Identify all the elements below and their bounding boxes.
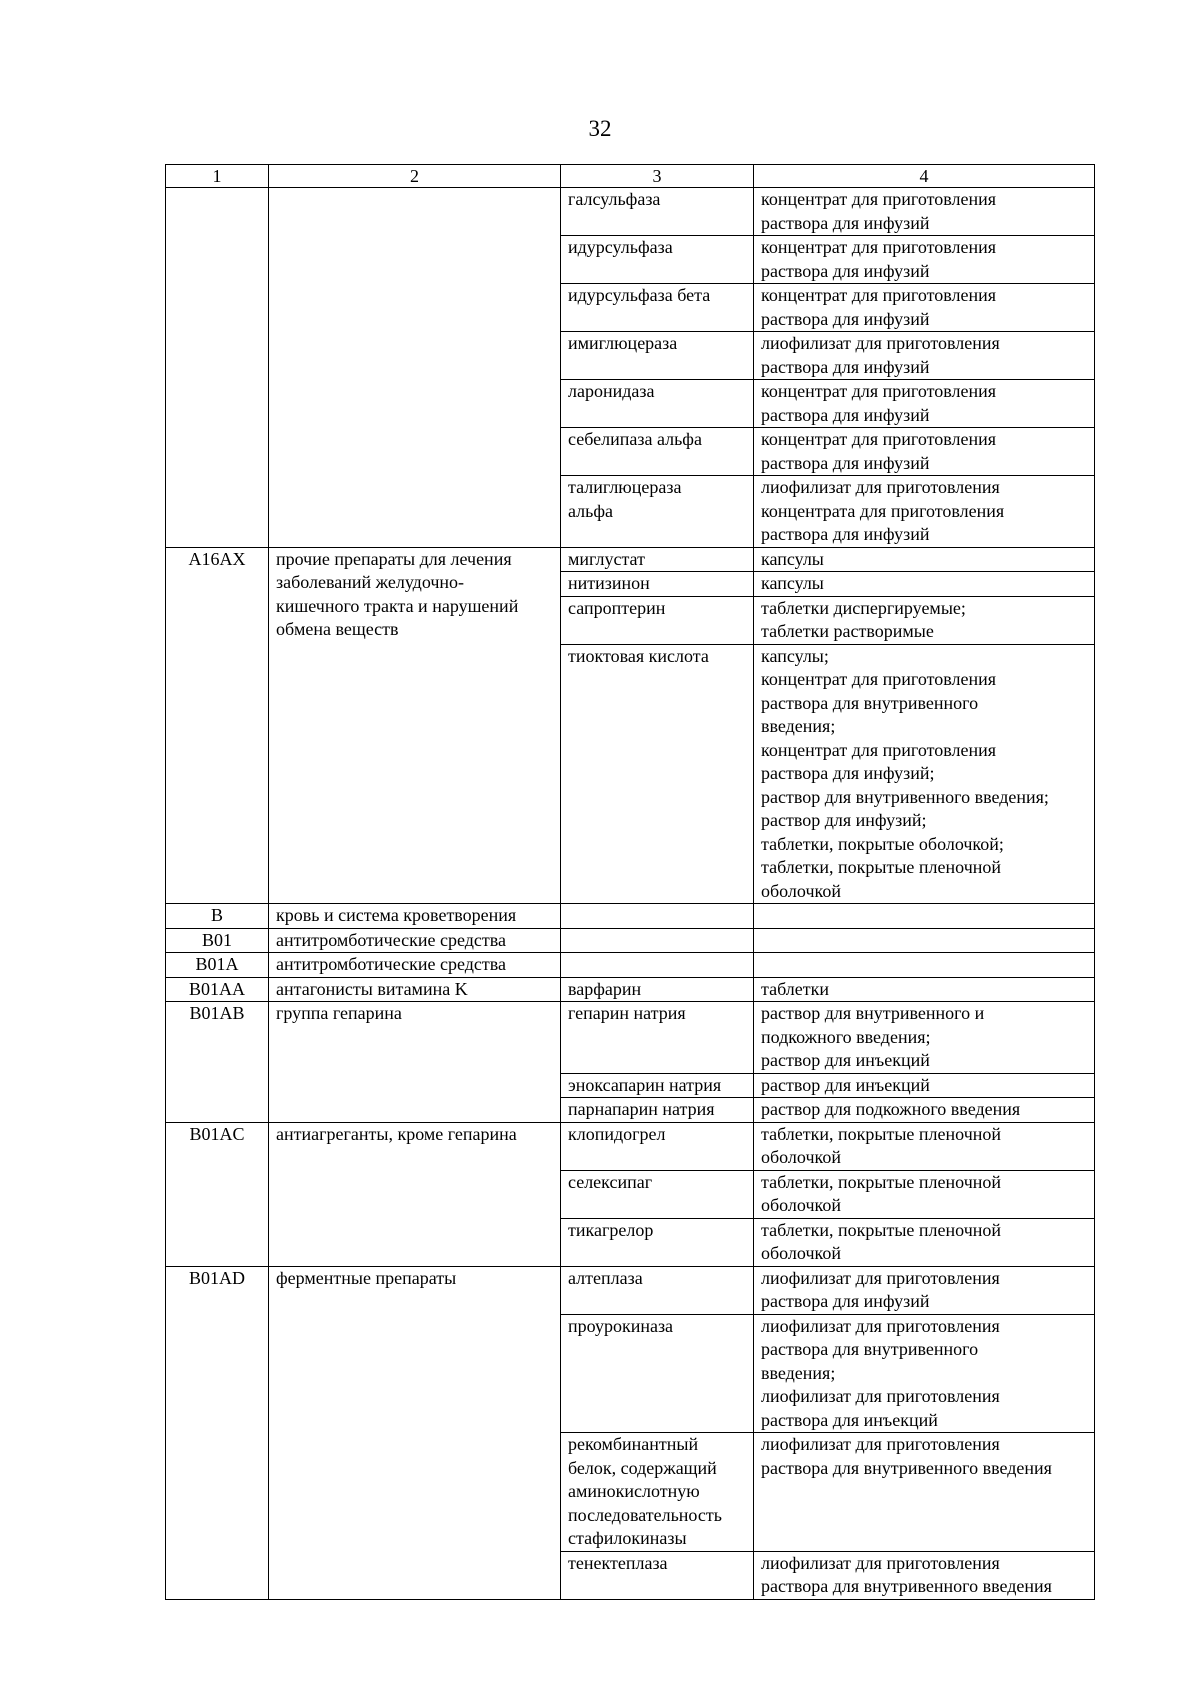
drug-name: варфарин xyxy=(561,977,754,1002)
dosage-form: капсулы; концентрат для приготовления раствора для внутривенного введения; концентрат для приготовления раствора для инфузий; раствор для внутривенного введения; раствор для инфузий; таблетки, покрытые оболочкой; таблетки, покрытые пленочной оболочкой xyxy=(754,644,1095,904)
group-name-cell xyxy=(269,188,561,548)
dosage-form: раствор для внутривенного и подкожного введения; раствор для инъекций xyxy=(754,1002,1095,1074)
drug-name: идурсульфаза бета xyxy=(561,284,754,332)
table-row xyxy=(166,953,1095,978)
group-name-cell: антагонисты витамина K xyxy=(269,977,561,1002)
dosage-form: концентрат для приготовления раствора для инфузий xyxy=(754,284,1095,332)
drug-name: рекомбинантный белок, содержащий аминокислотную последовательность стафилокиназы xyxy=(561,1433,754,1552)
atc-code-cell: B xyxy=(166,904,269,929)
drug-name: талиглюцераза альфа xyxy=(561,476,754,548)
drug-name: имиглюцераза xyxy=(561,332,754,380)
drug-name: алтеплаза xyxy=(561,1266,754,1314)
drug-name: тикагрелор xyxy=(561,1218,754,1266)
atc-code-cell xyxy=(166,188,269,548)
drug-name: идурсульфаза xyxy=(561,236,754,284)
group-name-cell: антиагреганты, кроме гепарина xyxy=(269,1122,561,1266)
dosage-form: раствор для подкожного введения xyxy=(754,1098,1095,1123)
drug-name xyxy=(561,928,754,953)
drug-name: себелипаза альфа xyxy=(561,428,754,476)
column-header: 2 xyxy=(269,165,561,188)
group-name-cell: антитромботические средства xyxy=(269,928,561,953)
drug-name: парнапарин натрия xyxy=(561,1098,754,1123)
drug-name: миглустат xyxy=(561,547,754,572)
table-header-row xyxy=(166,165,1095,188)
drug-name xyxy=(561,904,754,929)
dosage-form xyxy=(754,953,1095,978)
atc-code-cell: B01A xyxy=(166,953,269,978)
drug-name: эноксапарин натрия xyxy=(561,1073,754,1098)
atc-code-cell: A16AX xyxy=(166,547,269,904)
dosage-form: лиофилизат для приготовления раствора для внутривенного введения xyxy=(754,1551,1095,1599)
group-name-cell: группа гепарина xyxy=(269,1002,561,1123)
dosage-form: лиофилизат для приготовления концентрата для приготовления раствора для инфузий xyxy=(754,476,1095,548)
group-name-cell: антитромботические средства xyxy=(269,953,561,978)
atc-code-cell: B01AA xyxy=(166,977,269,1002)
dosage-form: таблетки, покрытые пленочной оболочкой xyxy=(754,1122,1095,1170)
drug-name: гепарин натрия xyxy=(561,1002,754,1074)
dosage-form: таблетки, покрытые пленочной оболочкой xyxy=(754,1170,1095,1218)
drug-name: галсульфаза xyxy=(561,188,754,236)
table-row xyxy=(166,1002,1095,1074)
atc-code-cell: B01AD xyxy=(166,1266,269,1599)
table-row xyxy=(166,188,1095,236)
atc-code-cell: B01AB xyxy=(166,1002,269,1123)
dosage-form xyxy=(754,928,1095,953)
dosage-form: концентрат для приготовления раствора для инфузий xyxy=(754,188,1095,236)
table-row xyxy=(166,1266,1095,1314)
dosage-form: раствор для инъекций xyxy=(754,1073,1095,1098)
dosage-form: таблетки диспергируемые; таблетки растворимые xyxy=(754,596,1095,644)
dosage-form: лиофилизат для приготовления раствора для инфузий xyxy=(754,332,1095,380)
atc-code-cell: B01 xyxy=(166,928,269,953)
dosage-form: концентрат для приготовления раствора для инфузий xyxy=(754,428,1095,476)
dosage-form: лиофилизат для приготовления раствора для инфузий xyxy=(754,1266,1095,1314)
drug-name: проурокиназа xyxy=(561,1314,754,1433)
column-header: 1 xyxy=(166,165,269,188)
drug-name: нитизинон xyxy=(561,572,754,597)
table-row xyxy=(166,547,1095,572)
drug-name: ларонидаза xyxy=(561,380,754,428)
drug-table xyxy=(165,164,1095,1600)
table-row xyxy=(166,904,1095,929)
atc-code-cell: B01AC xyxy=(166,1122,269,1266)
dosage-form: капсулы xyxy=(754,547,1095,572)
dosage-form xyxy=(754,904,1095,929)
table-row xyxy=(166,977,1095,1002)
drug-name xyxy=(561,953,754,978)
dosage-form: таблетки xyxy=(754,977,1095,1002)
column-header: 4 xyxy=(754,165,1095,188)
group-name-cell: ферментные препараты xyxy=(269,1266,561,1599)
dosage-form: концентрат для приготовления раствора для инфузий xyxy=(754,380,1095,428)
dosage-form: концентрат для приготовления раствора для инфузий xyxy=(754,236,1095,284)
dosage-form: лиофилизат для приготовления раствора для внутривенного введения; лиофилизат для приготовления раствора для инъекций xyxy=(754,1314,1095,1433)
drug-name: тиоктовая кислота xyxy=(561,644,754,904)
table-row xyxy=(166,1122,1095,1170)
dosage-form: капсулы xyxy=(754,572,1095,597)
group-name-cell: кровь и система кроветворения xyxy=(269,904,561,929)
group-name-cell: прочие препараты для лечения заболеваний желудочно- кишечного тракта и нарушений обмена веществ xyxy=(269,547,561,904)
drug-name: клопидогрел xyxy=(561,1122,754,1170)
drug-name: селексипаг xyxy=(561,1170,754,1218)
column-header: 3 xyxy=(561,165,754,188)
drug-name: тенектеплаза xyxy=(561,1551,754,1599)
page-number: 32 xyxy=(588,116,612,141)
dosage-form: таблетки, покрытые пленочной оболочкой xyxy=(754,1218,1095,1266)
drug-name: сапроптерин xyxy=(561,596,754,644)
table-row xyxy=(166,928,1095,953)
dosage-form: лиофилизат для приготовления раствора для внутривенного введения xyxy=(754,1433,1095,1552)
